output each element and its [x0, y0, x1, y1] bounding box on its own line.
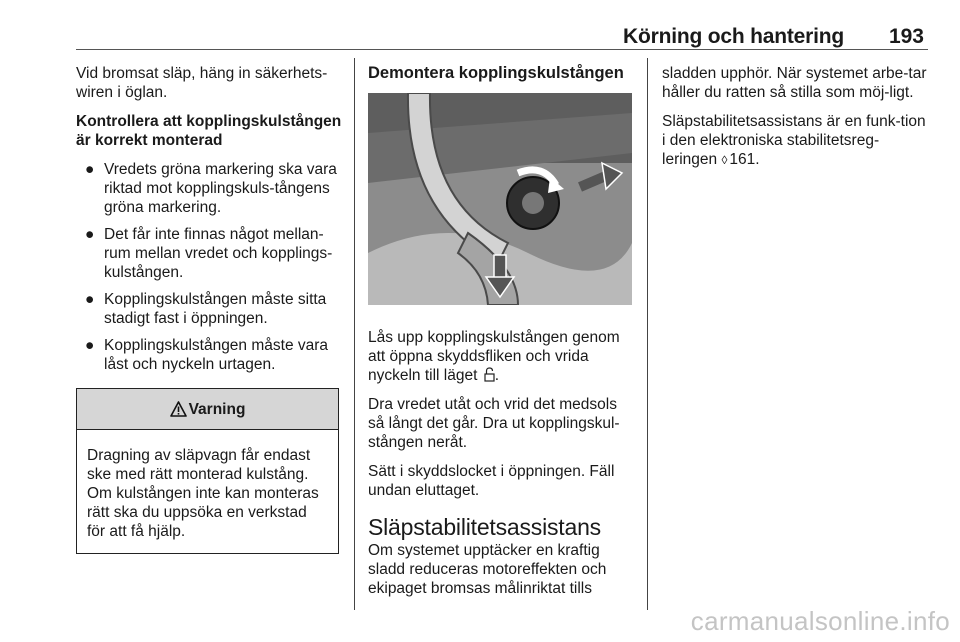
unlock-instruction: Lås upp kopplingskulstången genom att öppna skyddsfliken och vrida nyckeln till läget .	[368, 329, 620, 384]
bullet-icon: ●	[85, 226, 95, 243]
header-rule	[76, 49, 928, 50]
right-column	[662, 64, 930, 180]
column-divider-right	[647, 58, 648, 610]
bullet-icon: ●	[85, 337, 95, 354]
list-item: ● Vredets gröna markering ska vara riktad mot kopplingskuls-tångens gröna markering.	[85, 161, 337, 216]
column-divider-left	[354, 58, 355, 610]
warning-triangle-icon	[170, 401, 187, 417]
chapter-title: Körning och hantering	[623, 25, 844, 48]
list-item: ● Det får inte finnas något mellan-rum mellan vredet och kopplings-kulstången.	[85, 226, 333, 281]
section-title: Släpstabilitetsassistans	[368, 514, 601, 540]
unlocked-padlock-icon	[484, 367, 495, 382]
section-text: Om systemet upptäcker en kraftig sladd reduceras motoreffekten och ekipaget bromsas målinriktat tills	[368, 542, 607, 597]
bullet-icon: ●	[85, 291, 95, 308]
page-number: 193	[888, 25, 924, 48]
page-reference[interactable]: 161.	[729, 151, 760, 168]
watermark: carmanualsonline.info	[690, 606, 950, 636]
list-item: ● Kopplingskulstången måste sitta stadigt fast i öppningen.	[85, 291, 327, 327]
left-column	[76, 64, 342, 554]
continuation-text: sladden upphör. När systemet arbe-tar håller du ratten så stilla som möj-ligt.	[662, 65, 927, 101]
warning-header	[77, 389, 338, 430]
check-heading: Kontrollera att kopplingskulstången är korrekt monterad	[76, 113, 342, 149]
page-reference-icon: ◊	[721, 153, 728, 167]
page-header	[76, 22, 928, 50]
warning-box	[76, 388, 339, 554]
intro-text: Vid bromsat släp, häng in säkerhets-wiren i öglan.	[76, 65, 328, 101]
warning-text: Dragning av släpvagn får endast ske med rätt monterad kulstång. Om kulstången inte kan monteras rätt ska du uppsöka en verkstad för att få hjälp.	[87, 447, 319, 540]
reference-text: Släpstabilitetsassistans är en funk-tion i den elektroniska stabilitetsreg-leringen ◊ 161.	[662, 113, 926, 168]
warning-title: Varning	[188, 400, 246, 418]
cap-instruction: Sätt i skyddslocket i öppningen. Fäll undan eluttaget.	[368, 463, 615, 499]
middle-column	[368, 64, 636, 608]
bullet-icon: ●	[85, 161, 95, 178]
removal-heading: Demontera kopplingskulstången	[368, 64, 624, 82]
check-list	[76, 160, 342, 374]
pull-instruction: Dra vredet utåt och vrid det medsols så långt det går. Dra ut kopplingskul-stången neråt.	[368, 396, 620, 451]
towbar-removal-illustration	[368, 93, 632, 305]
list-item: ● Kopplingskulstången måste vara låst och nyckeln urtagen.	[85, 337, 329, 373]
